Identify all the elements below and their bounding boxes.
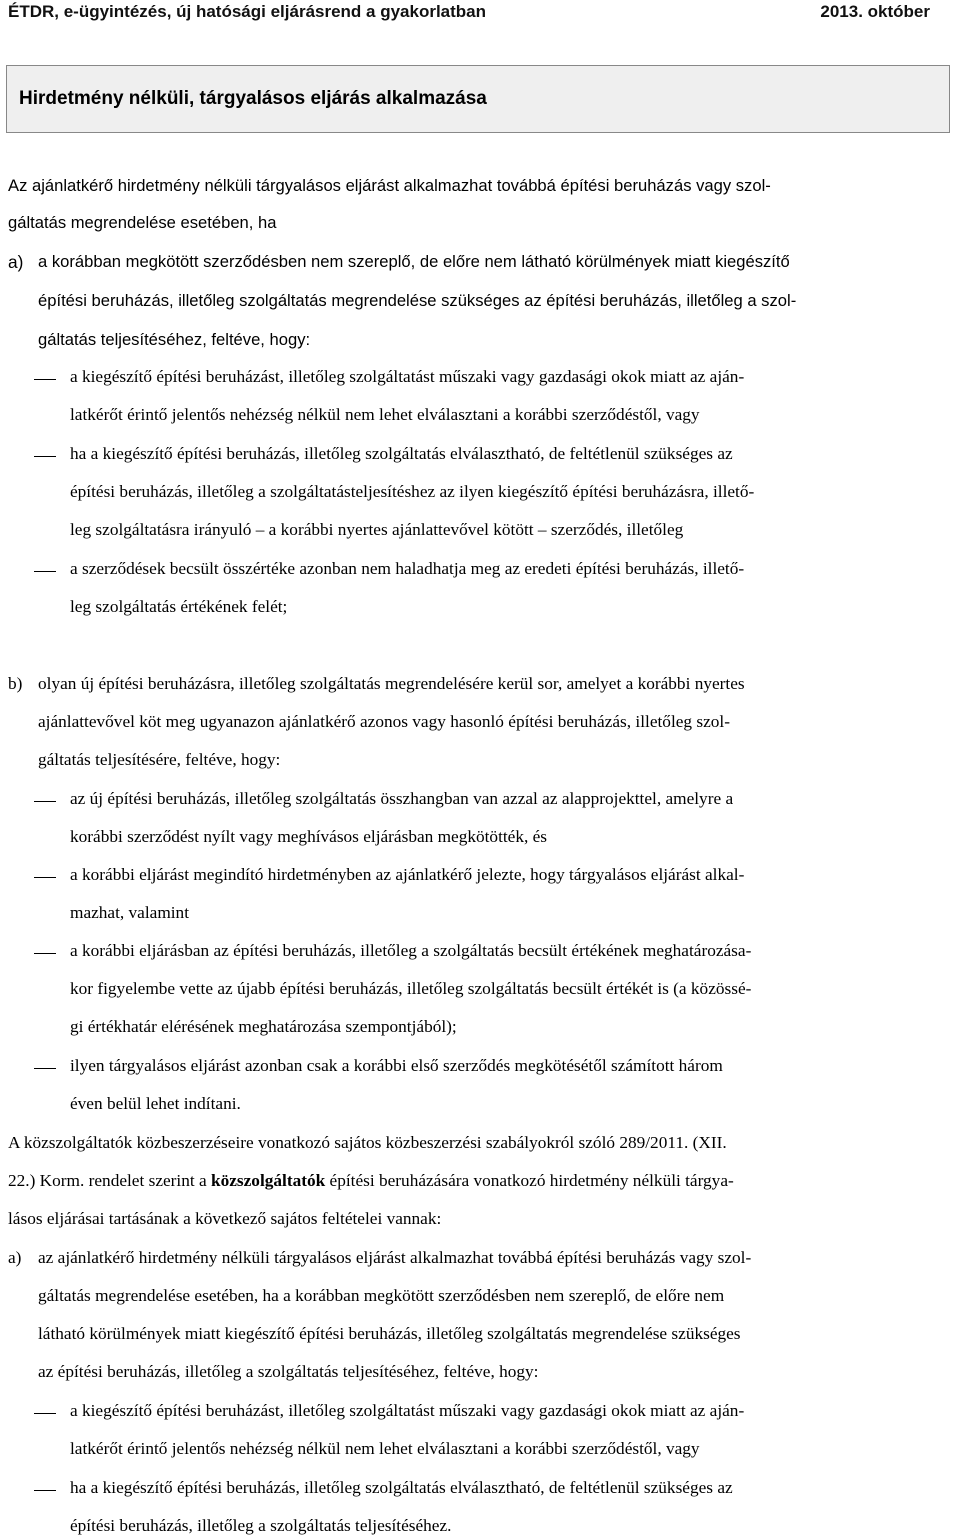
bullet-line: a korábbi eljárást megindító hirdetményben az ajánlatkérő jelezte, hogy tárgyalásos eljárást alkal- xyxy=(70,865,745,884)
bullet-line: korábbi szerződést nyílt vagy meghívásos eljárásban megkötötték, és xyxy=(70,827,548,846)
bullet-line: leg szolgáltatás értékének felét; xyxy=(70,597,288,616)
paragraph-line: A közszolgáltatók közbeszerzéseire vonatkozó sajátos közbeszerzési szabályokról szóló 289/2011. (XII. xyxy=(8,1133,727,1152)
bullet-line: a kiegészítő építési beruházást, illetőleg szolgáltatást műszaki vagy gazdasági okok miatt az aján- xyxy=(70,367,745,386)
bullet-dash xyxy=(34,379,56,380)
bullet-line: éven belül lehet indítani. xyxy=(70,1094,241,1113)
bullet-dash xyxy=(34,456,56,457)
item-a2-line: látható körülmények miatt kiegészítő építési beruházás, illetőleg szolgáltatás megrendelése szükséges xyxy=(38,1324,741,1343)
bullet-dash xyxy=(34,1490,56,1491)
running-header xyxy=(8,0,952,26)
bullet-dash xyxy=(34,571,56,572)
intro-line: Az ajánlatkérő hirdetmény nélküli tárgyalásos eljárást alkalmazhat továbbá építési beruházás vagy szol- xyxy=(8,176,771,195)
bullet-line: mazhat, valamint xyxy=(70,903,190,922)
bullet-line: ilyen tárgyalásos eljárást azonban csak a korábbi első szerződés megkötésétől számított három xyxy=(70,1056,723,1075)
bullet-dash xyxy=(34,801,56,802)
bullet-line: leg szolgáltatásra irányuló – a korábbi nyertes ajánlattevővel kötött – szerződés, illetőleg xyxy=(70,520,684,539)
bullet-line: építési beruházás, illetőleg a szolgáltatás teljesítéséhez. xyxy=(70,1516,452,1535)
bullet-line: kor figyelembe vette az újabb építési beruházás, illetőleg szolgáltatás becsült értékét is (a közössé- xyxy=(70,979,752,998)
section-title-box xyxy=(6,65,950,133)
bold-term: közszolgáltatók xyxy=(210,1171,326,1190)
item-label-b: b) xyxy=(8,674,23,693)
text-run: 22.) Korm. rendelet szerint a xyxy=(8,1171,211,1190)
header-date: 2013. október xyxy=(820,2,930,21)
bullet-dash xyxy=(34,1068,56,1069)
paragraph-line: lásos eljárásai tartásának a következő sajátos feltételei vannak: xyxy=(8,1209,442,1228)
bullet-line: ha a kiegészítő építési beruházás, illetőleg szolgáltatás elválasztható, de feltétlenül szükséges az xyxy=(70,1478,733,1497)
item-a2-line: az ajánlatkérő hirdetmény nélküli tárgyalásos eljárást alkalmazhat továbbá építési beruházás vagy szol- xyxy=(38,1248,752,1267)
intro-line: gáltatás megrendelése esetében, ha xyxy=(8,213,277,232)
item-a2-line: gáltatás megrendelése esetében, ha a korábban megkötött szerződésben nem szereplő, de előre nem xyxy=(38,1286,725,1305)
bullet-line: a szerződések becsült összértéke azonban nem haladhatja meg az eredeti építési beruházás, illető- xyxy=(70,559,745,578)
item-a-line: építési beruházás, illetőleg szolgáltatás megrendelése szükséges az építési beruházás, illetőleg a szol- xyxy=(38,291,797,310)
item-a-line: a korábban megkötött szerződésben nem szereplő, de előre nem látható körülmények miatt kiegészítő xyxy=(38,252,790,271)
bullet-line: az új építési beruházás, illetőleg szolgáltatás összhangban van azzal az alapprojekttel, amelyre a xyxy=(70,789,734,808)
bullet-dash xyxy=(34,877,56,878)
item-label-a2: a) xyxy=(8,1248,22,1267)
paragraph-line xyxy=(8,1171,734,1191)
bullet-line: gi értékhatár elérésének meghatározása szempontjából); xyxy=(70,1017,457,1036)
bullet-line: latkérőt érintő jelentős nehézség nélkül nem lehet elválasztani a korábbi szerződéstől, vagy xyxy=(70,405,700,424)
item-a2-line: az építési beruházás, illetőleg a szolgáltatás teljesítéséhez, feltéve, hogy: xyxy=(38,1362,539,1381)
item-b-line: olyan új építési beruházásra, illetőleg szolgáltatás megrendelésére kerül sor, amelyet a korábbi nyertes xyxy=(38,674,745,693)
bullet-line: ha a kiegészítő építési beruházás, illetőleg szolgáltatás elválasztható, de feltétlenül szükséges az xyxy=(70,444,733,463)
item-b-line: gáltatás teljesítésére, feltéve, hogy: xyxy=(38,750,281,769)
bullet-line: a kiegészítő építési beruházást, illetőleg szolgáltatást műszaki vagy gazdasági okok miatt az aján- xyxy=(70,1401,745,1420)
text-run: építési beruházására vonatkozó hirdetmény nélküli tárgya- xyxy=(325,1171,734,1190)
bullet-line: építési beruházás, illetőleg a szolgáltatásteljesítéshez az ilyen kiegészítő építési beruházásra, illető- xyxy=(70,482,755,501)
item-b-line: ajánlattevővel köt meg ugyanazon ajánlatkérő azonos vagy hasonló építési beruházás, illetőleg szol- xyxy=(38,712,730,731)
bullet-dash xyxy=(34,1413,56,1414)
header-title: ÉTDR, e-ügyintézés, új hatósági eljárásrend a gyakorlatban xyxy=(8,2,487,21)
bullet-line: latkérőt érintő jelentős nehézség nélkül nem lehet elválasztani a korábbi szerződéstől, vagy xyxy=(70,1439,700,1458)
bullet-dash xyxy=(34,953,56,954)
section-title: Hirdetmény nélküli, tárgyalásos eljárás alkalmazása xyxy=(19,88,487,109)
bullet-line: a korábbi eljárásban az építési beruházás, illetőleg a szolgáltatás becsült értékének meghatározása- xyxy=(70,941,752,960)
item-a-line: gáltatás teljesítéséhez, feltéve, hogy: xyxy=(38,330,311,349)
item-label-a: a) xyxy=(8,252,24,272)
